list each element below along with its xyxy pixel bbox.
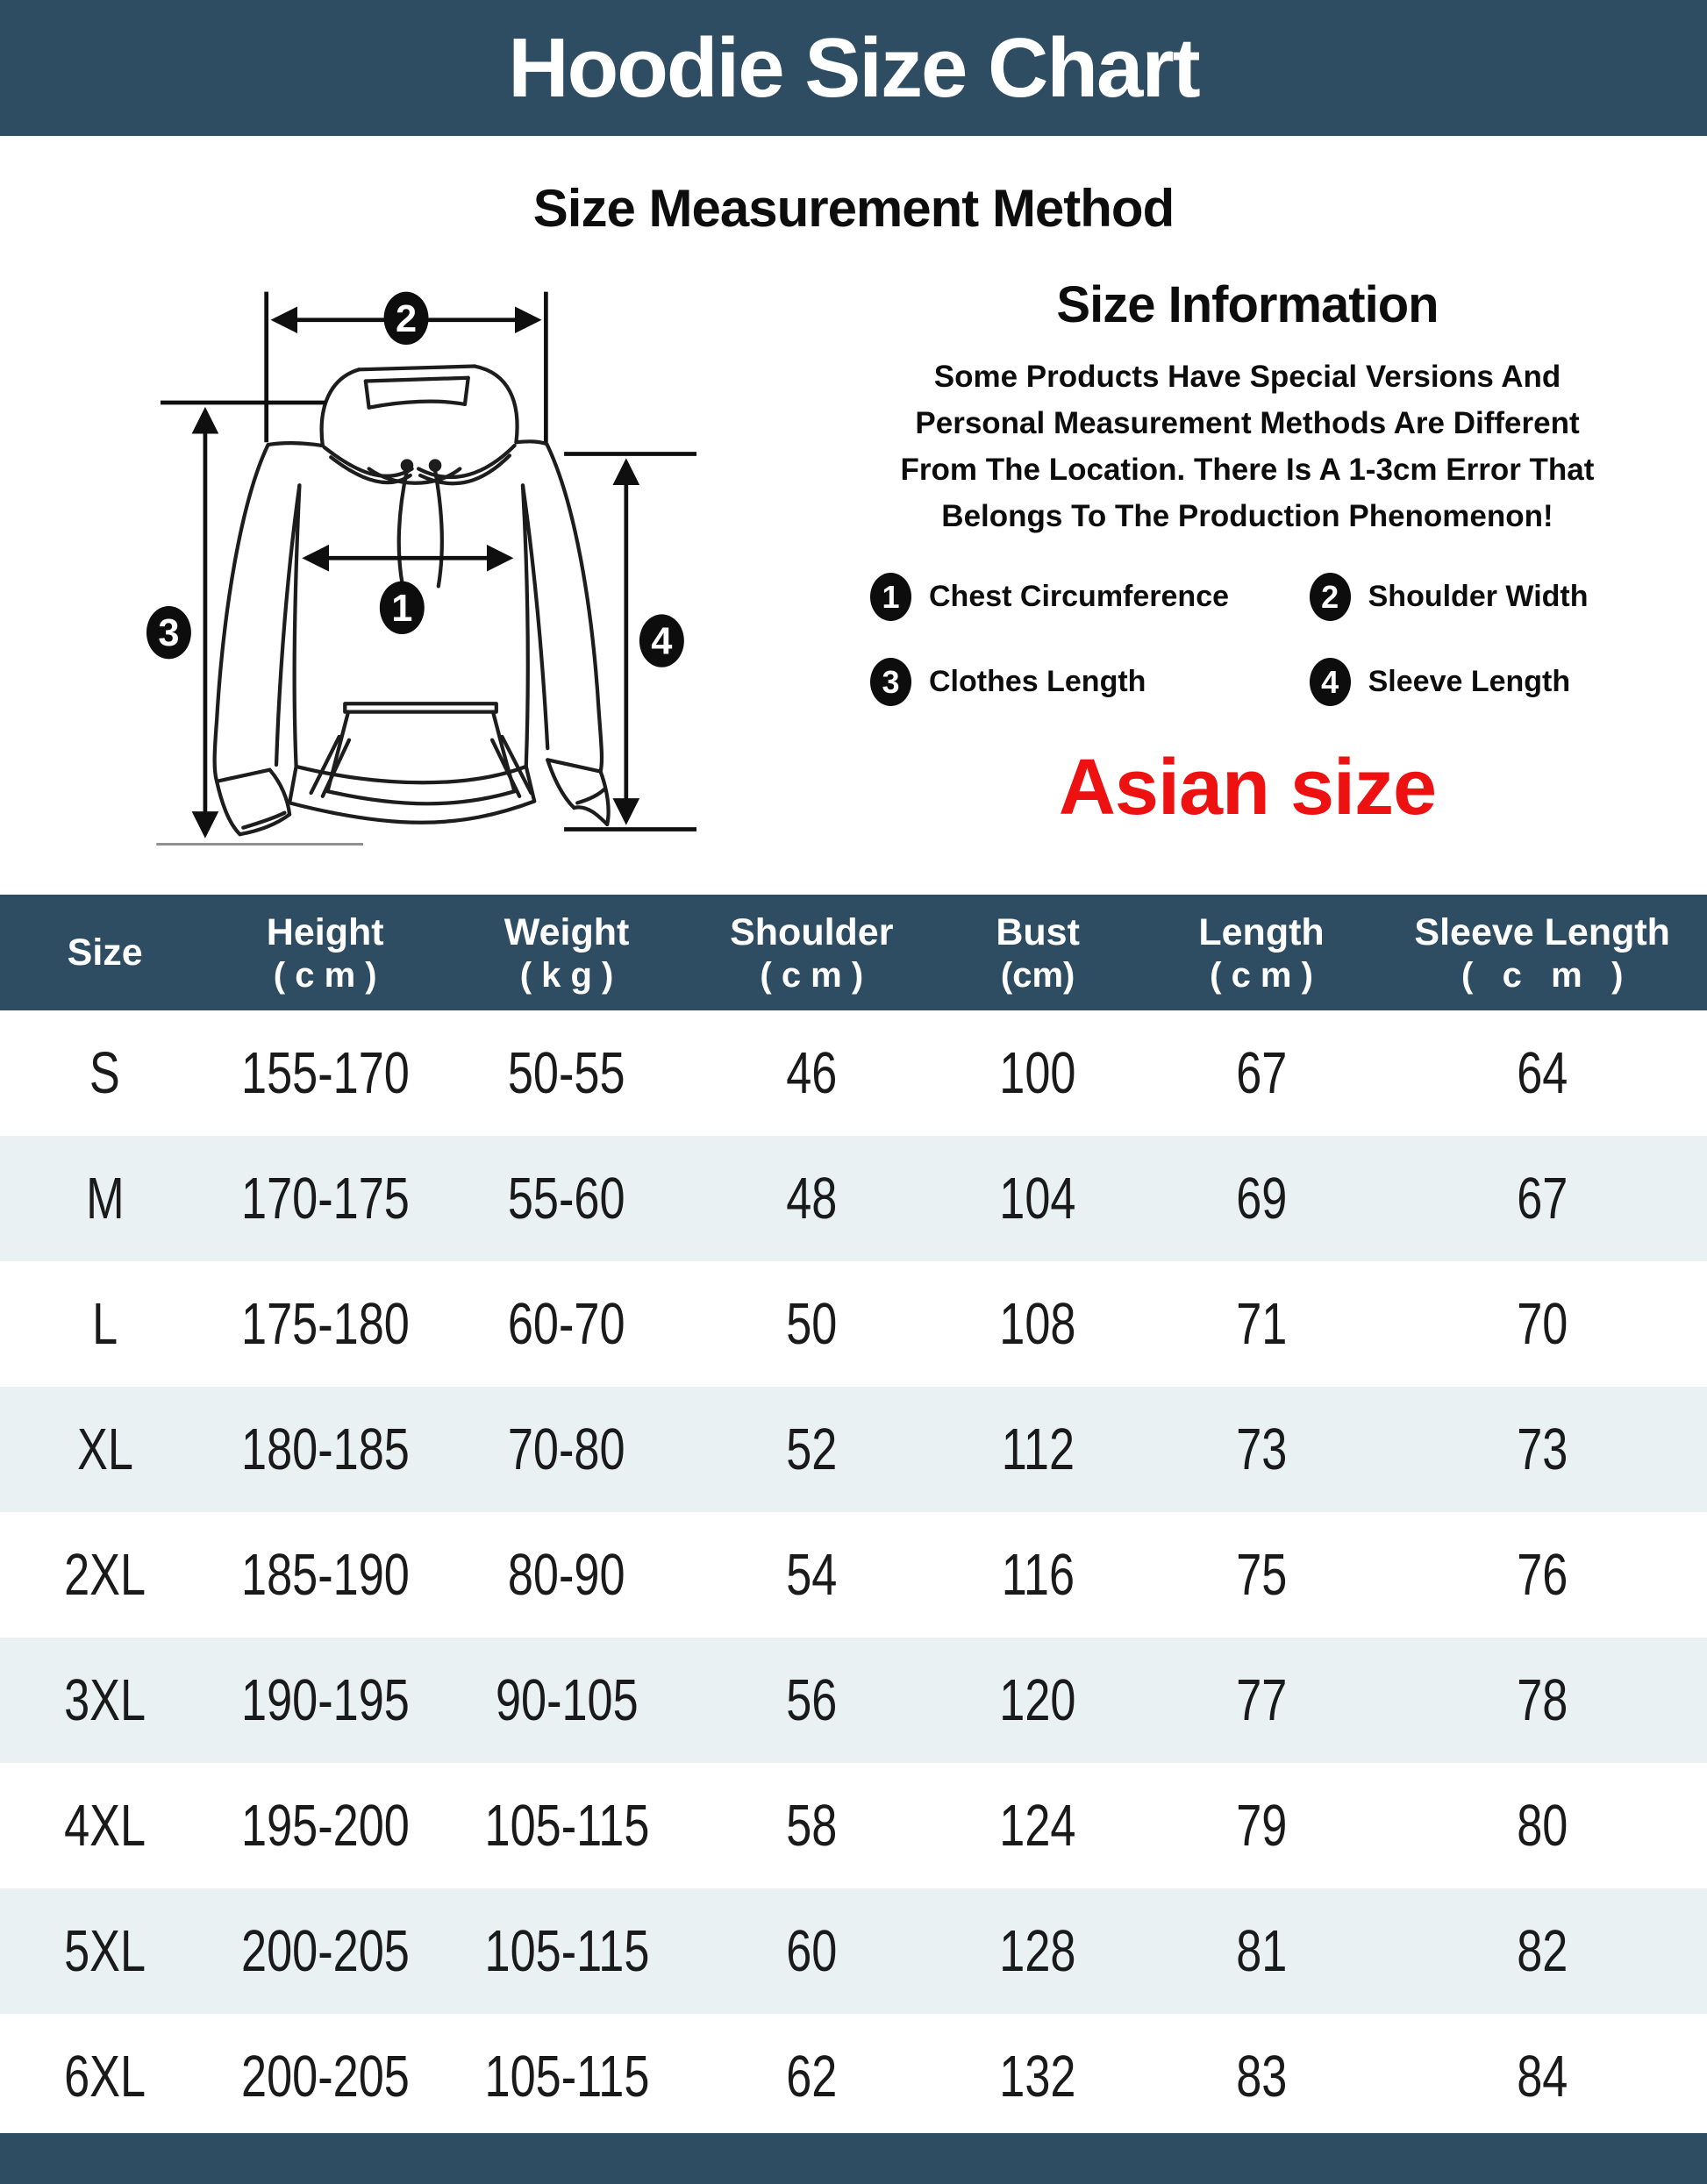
legend-label: Chest Circumference [929, 580, 1230, 613]
svg-text:3: 3 [158, 612, 180, 655]
table-cell: 195-200 [240, 1793, 410, 1859]
table-cell: 77 [1235, 1667, 1288, 1733]
table-cell: 50-55 [508, 1040, 625, 1106]
table-cell: 76 [1517, 1542, 1568, 1608]
measurement-legend [840, 573, 1654, 706]
header-cell: Length ( c m ) [1198, 911, 1325, 995]
table-cell: 80 [1517, 1793, 1568, 1859]
table-cell: 170-175 [240, 1166, 410, 1231]
header-cell: Shoulder ( c m ) [730, 911, 894, 995]
table-cell: 200-205 [240, 1918, 410, 1984]
table-row [0, 1010, 1707, 1136]
hoodie-diagram-svg [77, 244, 823, 881]
table-cell: 64 [1517, 1040, 1568, 1106]
page-title: Hoodie Size Chart [508, 20, 1199, 115]
info-line: Some Products Have Special Versions And [933, 360, 1561, 394]
table-row [0, 1261, 1707, 1387]
table-cell: 108 [999, 1291, 1076, 1357]
table-cell: S [89, 1040, 121, 1106]
header-cell: Weight ( k g ) [504, 911, 630, 995]
table-row [0, 2014, 1707, 2139]
info-line: From The Location. There Is A 1-3cm Error That [900, 453, 1595, 487]
asian-size-label: Asian size [1058, 744, 1437, 831]
table-cell: 80-90 [508, 1542, 625, 1608]
legend-item-shoulder-width [1310, 573, 1589, 621]
legend-4-badge: 4 [1310, 658, 1351, 706]
table-cell: 5XL [64, 1918, 146, 1984]
table-cell: 54 [786, 1542, 838, 1608]
size-table [0, 895, 1707, 2139]
legend-item-sleeve-length [1310, 658, 1571, 706]
legend-1-badge: 1 [870, 573, 911, 621]
legend-3-badge: 3 [870, 658, 911, 706]
table-cell: 48 [786, 1166, 838, 1231]
info-title: Size Information [1056, 276, 1439, 333]
table-cell: 116 [1001, 1542, 1075, 1608]
header-cell: Bust (cm) [996, 911, 1080, 995]
table-row [0, 1387, 1707, 1512]
table-cell: 105-115 [484, 2044, 649, 2109]
footer-bar [0, 2133, 1707, 2184]
legend-item-clothes-length [870, 658, 1146, 706]
table-cell: 124 [999, 1793, 1076, 1859]
size-information [832, 244, 1681, 889]
table-cell: 58 [786, 1793, 838, 1859]
legend-label: Clothes Length [929, 665, 1146, 698]
table-cell: 105-115 [484, 1918, 649, 1984]
size-table-header-row [0, 895, 1707, 1010]
table-cell: 62 [786, 2044, 838, 2109]
table-cell: 190-195 [240, 1667, 410, 1733]
table-cell: 155-170 [240, 1040, 410, 1106]
size-table-body [0, 1010, 1707, 2139]
table-cell: 6XL [64, 2044, 146, 2109]
table-cell: 67 [1235, 1040, 1288, 1106]
table-cell: 78 [1517, 1667, 1568, 1733]
table-cell: XL [76, 1417, 133, 1482]
legend-item-chest-circumference [870, 573, 1229, 621]
hoodie-measurement-diagram [77, 244, 832, 889]
table-cell: 83 [1235, 2044, 1288, 2109]
measurement-section [0, 239, 1707, 889]
table-cell: 105-115 [484, 1793, 649, 1859]
table-cell: 2XL [64, 1542, 146, 1608]
table-row [0, 1136, 1707, 1261]
legend-2-badge: 2 [1310, 573, 1351, 621]
svg-text:1: 1 [391, 587, 413, 630]
table-row [0, 1888, 1707, 2014]
marker-3-badge [146, 606, 191, 659]
table-cell: 70-80 [508, 1417, 625, 1482]
table-cell: 73 [1517, 1417, 1568, 1482]
table-cell: M [85, 1166, 125, 1231]
table-cell: 70 [1517, 1291, 1568, 1357]
table-row [0, 1512, 1707, 1638]
section-title: Size Measurement Method [532, 179, 1175, 238]
table-cell: 104 [999, 1166, 1076, 1231]
table-cell: L [92, 1291, 118, 1357]
table-cell: 100 [999, 1040, 1076, 1106]
table-cell: 81 [1235, 1918, 1288, 1984]
table-cell: 200-205 [240, 2044, 410, 2109]
table-cell: 69 [1235, 1166, 1288, 1231]
table-cell: 120 [999, 1667, 1076, 1733]
table-cell: 90-105 [495, 1667, 639, 1733]
info-paragraph [840, 353, 1654, 539]
table-cell: 71 [1235, 1291, 1288, 1357]
table-cell: 132 [999, 2044, 1076, 2109]
legend-label: Shoulder Width [1368, 580, 1589, 613]
table-cell: 60 [786, 1918, 838, 1984]
marker-1-badge [380, 582, 425, 634]
header-cell: Sleeve Length ( c m ) [1414, 911, 1670, 995]
table-cell: 55-60 [508, 1166, 625, 1231]
info-line: Personal Measurement Methods Are Different [915, 406, 1580, 440]
marker-4-badge [639, 614, 684, 667]
legend-label: Sleeve Length [1368, 665, 1571, 698]
table-cell: 180-185 [240, 1417, 410, 1482]
table-cell: 50 [786, 1291, 838, 1357]
table-cell: 185-190 [240, 1542, 410, 1608]
info-line: Belongs To The Production Phenomenon! [941, 499, 1553, 533]
table-cell: 46 [786, 1040, 838, 1106]
header-bar [0, 0, 1707, 136]
table-cell: 73 [1235, 1417, 1288, 1482]
header-cell: Height ( c m ) [266, 911, 384, 995]
table-cell: 3XL [64, 1667, 146, 1733]
table-cell: 4XL [64, 1793, 146, 1859]
svg-text:2: 2 [395, 297, 418, 340]
table-cell: 128 [999, 1918, 1076, 1984]
table-cell: 175-180 [240, 1291, 410, 1357]
marker-2-badge [384, 292, 429, 345]
table-row [0, 1638, 1707, 1763]
table-cell: 56 [786, 1667, 838, 1733]
table-cell: 84 [1517, 2044, 1568, 2109]
table-cell: 79 [1235, 1793, 1288, 1859]
table-cell: 52 [786, 1417, 838, 1482]
header-cell: Size [67, 931, 143, 974]
table-cell: 82 [1517, 1918, 1568, 1984]
table-cell: 60-70 [508, 1291, 625, 1357]
svg-text:4: 4 [651, 620, 673, 663]
table-row [0, 1763, 1707, 1888]
table-cell: 67 [1517, 1166, 1568, 1231]
table-cell: 75 [1235, 1542, 1288, 1608]
table-cell: 112 [1001, 1417, 1075, 1482]
